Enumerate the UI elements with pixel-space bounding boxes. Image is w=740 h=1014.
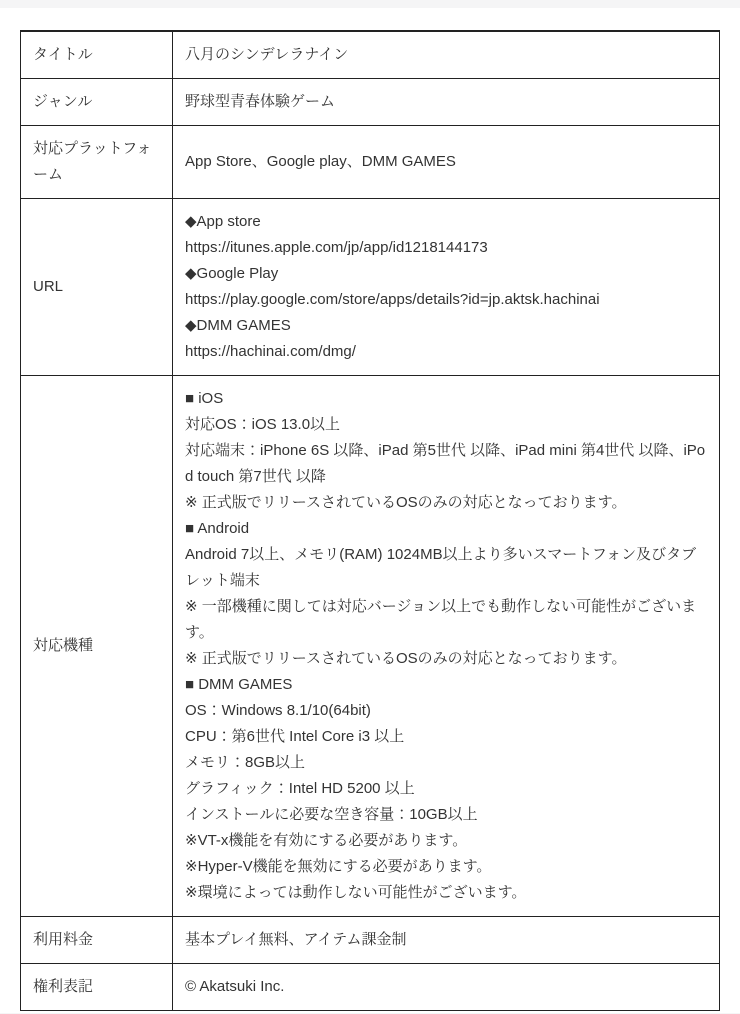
value-line: 対応OS：iOS 13.0以上: [185, 416, 341, 433]
value-line: ◆App store: [185, 213, 261, 230]
value-line: Android 7以上、メモリ(RAM) 1024MB以上より多いスマートフォン及びタブレット端末: [185, 546, 697, 589]
value-line: © Akatsuki Inc.: [185, 978, 285, 995]
value-line: ※環境によっては動作しない可能性がございます。: [185, 884, 527, 901]
row-value: [173, 126, 720, 199]
value-line: https://play.google.com/store/apps/details?id=jp.aktsk.hachinai: [185, 291, 600, 308]
table-row: [21, 126, 720, 199]
value-line: ※ 正式版でリリースされているOSのみの対応となっております。: [185, 494, 627, 511]
value-line: 野球型青春体験ゲーム: [185, 93, 336, 110]
row-value: [173, 79, 720, 126]
game-spec-table: [20, 30, 720, 1011]
row-label: ジャンル: [21, 79, 173, 126]
row-value: [173, 964, 720, 1011]
value-line: 基本プレイ無料、アイテム課金制: [185, 931, 407, 948]
row-label: タイトル: [21, 31, 173, 79]
row-value: [173, 376, 720, 917]
value-line: ※ 一部機種に関しては対応バージョン以上でも動作しない可能性がございます。: [185, 598, 697, 641]
table-row: [21, 917, 720, 964]
table-row: [21, 79, 720, 126]
value-line: https://hachinai.com/dmg/: [185, 343, 356, 360]
spec-table-body: [21, 31, 720, 1011]
value-line: ※Hyper-V機能を無効にする必要があります。: [185, 858, 492, 875]
value-line: ◆Google Play: [185, 265, 279, 282]
row-label: URL: [21, 199, 173, 376]
value-line: ■ Android: [185, 520, 250, 537]
value-line: ※VT-x機能を有効にする必要があります。: [185, 832, 468, 849]
value-line: ■ DMM GAMES: [185, 676, 293, 693]
table-row: [21, 376, 720, 917]
value-line: ◆DMM GAMES: [185, 317, 291, 334]
value-line: インストールに必要な空き容量：10GB以上: [185, 806, 478, 823]
table-row: [21, 964, 720, 1011]
row-label: 利用料金: [21, 917, 173, 964]
row-value: [173, 31, 720, 79]
value-line: https://itunes.apple.com/jp/app/id1218144173: [185, 239, 488, 256]
row-label: 権利表記: [21, 964, 173, 1011]
value-line: 八月のシンデレラナイン: [185, 46, 349, 63]
content-area: [0, 8, 740, 1013]
value-line: OS：Windows 8.1/10(64bit): [185, 702, 371, 719]
value-line: ■ iOS: [185, 390, 224, 407]
row-value: [173, 199, 720, 376]
value-line: グラフィック：Intel HD 5200 以上: [185, 780, 415, 797]
table-row: [21, 199, 720, 376]
value-line: App Store、Google play、DMM GAMES: [185, 153, 456, 170]
value-line: 対応端末：iPhone 6S 以降、iPad 第5世代 以降、iPad mini 第4世代 以降、iPod touch 第7世代 以降: [185, 442, 706, 485]
value-line: CPU：第6世代 Intel Core i3 以上: [185, 728, 405, 745]
row-label: 対応機種: [21, 376, 173, 917]
row-label: 対応プラットフォーム: [21, 126, 173, 199]
value-line: ※ 正式版でリリースされているOSのみの対応となっております。: [185, 650, 627, 667]
value-line: メモリ：8GB以上: [185, 754, 306, 771]
row-value: [173, 917, 720, 964]
table-row: [21, 31, 720, 79]
